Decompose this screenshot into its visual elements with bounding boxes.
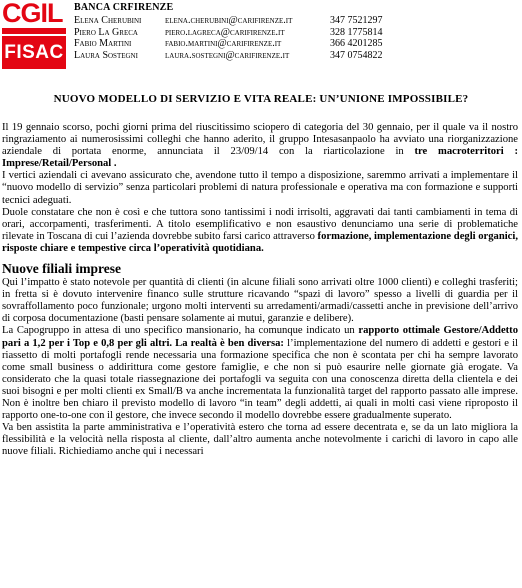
logo-fisac-text: FISAC [4,42,64,63]
contact-phone: 366 4201285 [330,38,383,50]
paragraph-ratio [2,325,518,422]
text-run: Duole constatare che non è così e che tuttora sono tantissimi i nodi irrisolti, aggravati dai tanti cambiamenti in tema di orari, accorpamenti, trasferimenti. A titolo esemplificativo e non esaustivo denunciamo una serie di problematiche rilevate in Toscana di cui l’azienda dovrebbe subito farsi carico attraverso [2,206,518,242]
document-title: NUOVO MODELLO DI SERVIZIO E VITA REALE: UN’UNIONE IMPOSSIBILE? [53,93,469,105]
contact-row [74,50,390,62]
contact-name: Laura Sostegni [74,50,138,62]
paragraph-admin: Va ben assistita la parte amministrativa e l’operatività estero che torna ad essere decentrata e, se da un lato migliora la flessibilità e la velocità nella risposta al cliente, dall’altro aumenta anche notevolmente i carichi di lavoro in capo alle nuove filiali. Richiediamo anche qui i necessari [2,422,518,458]
bold-text: formazione, implementazione degli organici, risposte chiare e tempestive circa l’operatività quotidiana. [2,230,518,254]
text-run: Il 19 gennaio scorso, pochi giorni prima del riuscitissimo sciopero di categoria del 30 gennaio, per il quale va il nostro ringraziamento ai numerosissimi colleghi che hanno aderito, il gruppo Intesasanpaolo ha avviato una riorganizzazione aziendale di portata enorme, annunciata il 23/09/14 con la riarticolazione in [2,122,518,158]
contact-email[interactable]: elena.cherubini@carifirenze.it [165,14,293,26]
logo-stripe [2,28,66,34]
paragraph-impact: Qui l’impatto è stato notevole per quantità di clienti (in alcune filiali sono arrivati oltre 1000 clienti) e colleghi trasferiti; in fretta si è dovuto intervenire financo sulle strutture ricavando “spazi di lavoro” spesso a livelli di guardia per il sovraffollamento poco funzionale; urgono molti interventi su arredamenti/armadi/cassetti anche in previsione dell’arrivo di corposa documentazione (basti pensare solamente ai mutui, garanzie e delibere). [2,277,518,325]
contact-name: Fabio Martini [74,38,132,50]
contact-email[interactable]: laura.sostegni@carifirenze.it [165,50,290,62]
bold-text: tre macroterritori : Imprese/Retail/Personal . [2,146,518,170]
letterhead [74,2,390,62]
contact-phone: 347 0754822 [330,50,383,62]
contact-phone: 347 7521297 [330,14,383,26]
contact-row [74,27,390,39]
contact-row [74,38,390,50]
contact-email[interactable]: fabio.martini@carifirenze.it [165,38,282,50]
contact-name: Elena Cherubini [74,14,142,26]
contact-email[interactable]: piero.lagreca@carifirenze.it [165,26,285,38]
contact-phone: 328 1775814 [330,26,383,38]
contact-row [74,15,390,27]
paragraph-intro [2,122,518,170]
logo-cgil-text: CGIL [2,0,63,28]
bank-name: BANCA CRFIRENZE [74,2,174,13]
paragraph-issues [2,207,518,255]
logo-cgil [2,0,66,27]
cgil-fisac-logo [0,0,69,69]
paragraph-assurance: I vertici aziendali ci avevano assicurato che, avendone tutto il tempo a disposizione, saremmo arrivati a implementare il “nuovo modello di servizio” senza particolari problemi di natura professionale e operativa ma con formazione e supporti tecnici adeguati. [2,170,518,206]
text-run: l’implementazione del numero di addetti e gestori e il riassetto di molti portafogli rende necessaria una formazione specifica che non è scontata per chi ha sempre lavorato come small business o addirittura come gestore famiglie, e che non si può esaurire nelle giornate già erogate. Va considerato che la quasi totale riassegnazione dei portafogli va seguita con una conoscenza diretta della clientela e dei suoi bisogni e per molti clienti ex Small/B va anche incrementata la funzionalità target del rapporto passato alle imprese. Non è inoltre ben chiaro il previsto modello di lavoro “in team” degli addetti, ai quali in molti casi viene riproposto il rapporto one-to-one con il gestore, che invece secondo il modello dovrebbe essere gradualmente superato. [2,337,518,422]
bold-text: rapporto ottimale Gestore/Addetto pari a 1,2 per i Top e 0,8 per gli altri. La realtà è ben diversa: [2,325,519,349]
document-body [2,122,518,458]
text-run: La Capogruppo in attesa di uno specifico mansionario, ha comunque indicato un [2,325,359,337]
logo-fisac [2,36,66,69]
contact-list [74,15,390,62]
contact-name: Piero La Greca [74,26,138,38]
section-heading: Nuove filiali imprese [2,261,121,277]
